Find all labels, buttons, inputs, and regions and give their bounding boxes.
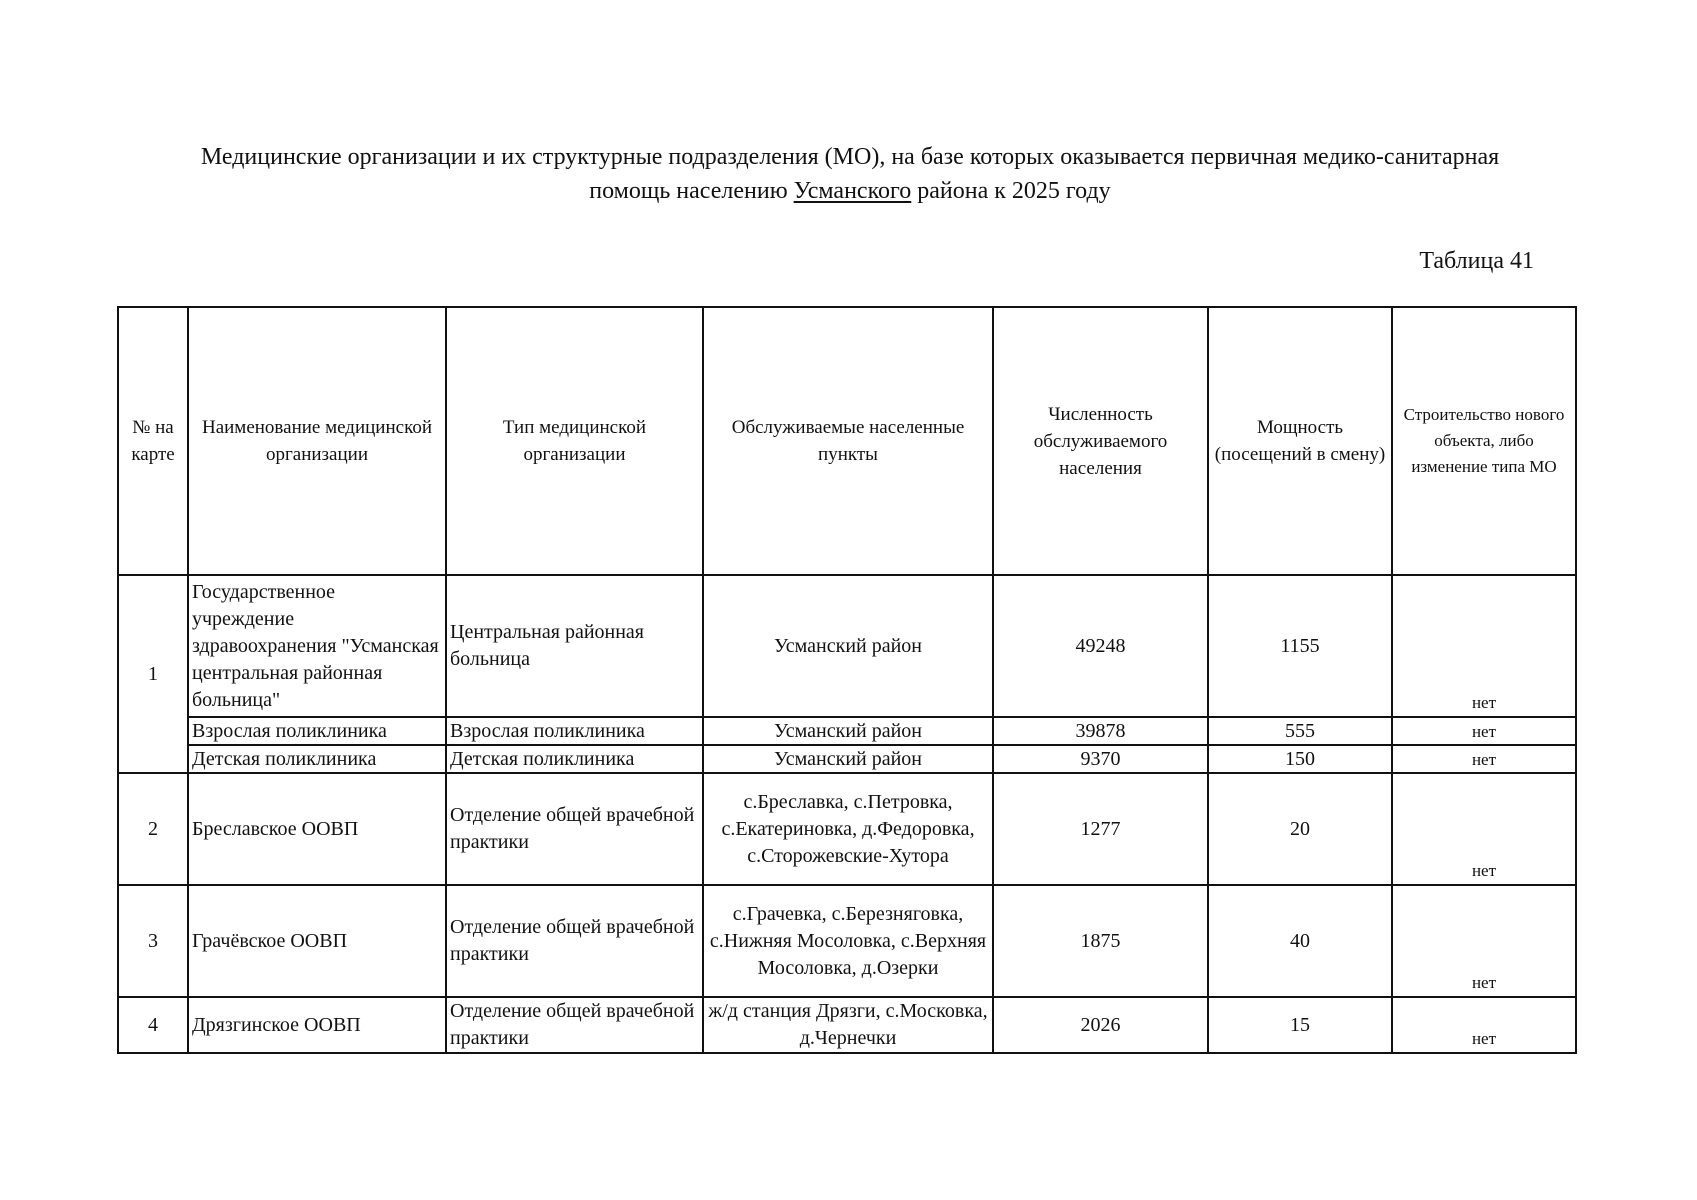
cell-construction: нет (1392, 745, 1576, 773)
header-type: Тип медицинской организации (446, 307, 703, 575)
cell-population: 9370 (993, 745, 1208, 773)
cell-settlements: с.Грачевка, с.Березняговка, с.Нижняя Мосоловка, с.Верхняя Мосоловка, д.Озерки (703, 885, 993, 997)
cell-capacity: 40 (1208, 885, 1392, 997)
header-capacity: Мощность (посещений в смену) (1208, 307, 1392, 575)
cell-capacity: 1155 (1208, 575, 1392, 717)
cell-population: 1875 (993, 885, 1208, 997)
cell-construction: нет (1392, 885, 1576, 997)
cell-type: Взрослая поликлиника (446, 717, 703, 745)
cell-construction: нет (1392, 997, 1576, 1053)
cell-name: Детская поликлиника (188, 745, 446, 773)
cell-population: 39878 (993, 717, 1208, 745)
title-district: Усманского (793, 178, 912, 204)
title-line-2 (120, 174, 1580, 208)
table-row (118, 997, 1576, 1053)
cell-type: Отделение общей врачебной практики (446, 997, 703, 1053)
header-name: Наименование медицинской организации (188, 307, 446, 575)
cell-construction: нет (1392, 575, 1576, 717)
cell-type: Центральная районная больница (446, 575, 703, 717)
cell-settlements: Усманский район (703, 745, 993, 773)
cell-settlements: Усманский район (703, 575, 993, 717)
cell-name: Бреславское ООВП (188, 773, 446, 885)
header-settlements: Обслуживаемые населенные пункты (703, 307, 993, 575)
cell-population: 2026 (993, 997, 1208, 1053)
cell-settlements: Усманский район (703, 717, 993, 745)
cell-num: 2 (118, 773, 188, 885)
title-line-2-post: района к 2025 году (911, 178, 1111, 204)
table-row (118, 717, 1576, 745)
header-construction: Строительство нового объекта, либо изменение типа МО (1392, 307, 1576, 575)
table-row (118, 575, 1576, 717)
cell-num: 3 (118, 885, 188, 997)
cell-population: 1277 (993, 773, 1208, 885)
cell-type: Отделение общей врачебной практики (446, 773, 703, 885)
cell-construction: нет (1392, 717, 1576, 745)
cell-name: Взрослая поликлиника (188, 717, 446, 745)
cell-construction: нет (1392, 773, 1576, 885)
cell-capacity: 555 (1208, 717, 1392, 745)
header-population: Численность обслуживаемого населения (993, 307, 1208, 575)
table-row (118, 745, 1576, 773)
cell-settlements: с.Бреславка, с.Петровка, с.Екатериновка, д.Федоровка, с.Сторожевские-Хутора (703, 773, 993, 885)
cell-name: Дрязгинское ООВП (188, 997, 446, 1053)
medical-organizations-table (117, 306, 1577, 1054)
document-title (120, 140, 1580, 208)
cell-capacity: 20 (1208, 773, 1392, 885)
cell-population: 49248 (993, 575, 1208, 717)
table-row (118, 773, 1576, 885)
cell-capacity: 150 (1208, 745, 1392, 773)
header-num: № на карте (118, 307, 188, 575)
table-row (118, 885, 1576, 997)
cell-capacity: 15 (1208, 997, 1392, 1053)
table-label: Таблица 41 (1419, 248, 1534, 274)
title-line-1: Медицинские организации и их структурные подразделения (МО), на базе которых оказывается первичная медико-санитарная (200, 144, 1500, 170)
cell-type: Детская поликлиника (446, 745, 703, 773)
cell-num: 1 (118, 575, 188, 773)
cell-num: 4 (118, 997, 188, 1053)
cell-settlements: ж/д станция Дрязги, с.Московка, д.Чернечки (703, 997, 993, 1053)
title-line-2-pre: помощь населению (589, 178, 794, 204)
table-header-row (118, 307, 1576, 575)
cell-name: Грачёвское ООВП (188, 885, 446, 997)
cell-name: Государственное учреждение здравоохранения "Усманская центральная районная больница" (188, 575, 446, 717)
cell-type: Отделение общей врачебной практики (446, 885, 703, 997)
